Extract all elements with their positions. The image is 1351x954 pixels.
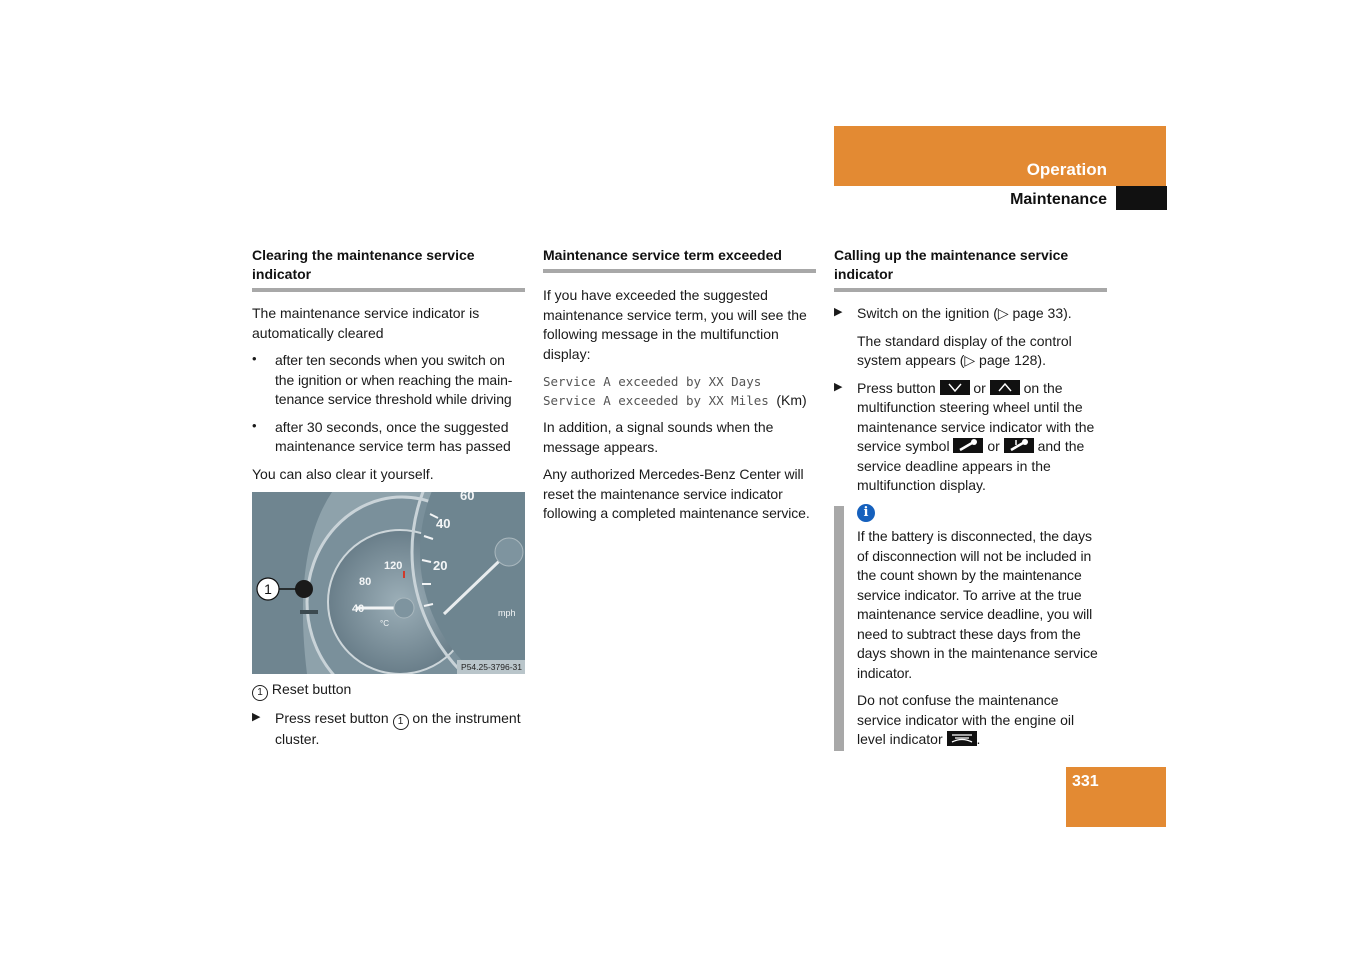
column-clearing [252, 246, 525, 750]
button-up-icon [990, 380, 1020, 395]
message-suffix: (Km) [776, 392, 807, 408]
info-box-bar [834, 506, 844, 751]
gauge-label: 120 [384, 560, 403, 572]
message-line: Service A exceeded by XX Days [543, 374, 762, 389]
title-rule [834, 288, 1107, 292]
step-note: The standard display of the control system appears (▷ page 128). [857, 332, 1072, 368]
figure-code: P54.25-3796-31 [461, 662, 522, 672]
callout-marker: 1 [252, 685, 268, 701]
step-text-part: Press reset button [275, 710, 389, 726]
column-title: Clearing the maintenance service indicator [252, 247, 475, 282]
column-title: Calling up the maintenance service indicator [834, 247, 1069, 282]
figure-caption [252, 680, 525, 701]
gauge-label: 60 [460, 492, 475, 503]
caption-text: Reset button [271, 681, 352, 697]
step-text-part: on the instrument cluster. [275, 710, 521, 747]
info-paragraph [857, 691, 1097, 750]
message-text: Service A exceeded by XX Miles [543, 393, 769, 408]
step-text-part: or [973, 379, 986, 396]
step-text-part: on the multifunction steering wheel until the maintenance service indicator with the service symbol [857, 379, 1095, 454]
info-paragraph: If the battery is disconnected, the days of disconnection will not be included in the count shown by the maintenance service indicator. To arrive at the true maintenance service deadline, you will need to subtract these days from the days shown in the maintenance service indicator. [857, 528, 1098, 681]
subsection-title: Maintenance [1010, 191, 1107, 208]
step-text-part: or [987, 438, 1000, 454]
button-down-icon [940, 380, 970, 395]
figure-callout: 1 [264, 581, 272, 597]
column-title: Maintenance service term exceeded [543, 247, 782, 263]
bullet-dot: • [252, 417, 257, 433]
bullet-item [252, 418, 525, 457]
callout-marker: 1 [393, 714, 409, 730]
clear-text: You can also clear it yourself. [252, 465, 434, 482]
step-item [252, 709, 525, 750]
step-arrow-icon: ▶ [834, 380, 843, 393]
unit-label: mph [498, 608, 516, 618]
column-calling-up [834, 246, 1107, 496]
paragraph: In addition, a signal sounds when the message appears. [543, 419, 774, 455]
page-number: 331 [1072, 773, 1099, 790]
bullet-item [252, 351, 525, 410]
instrument-cluster-image [252, 492, 525, 674]
intro-text: The maintenance service indicator is automatically cleared [252, 305, 480, 341]
section-title: Operation [1026, 160, 1107, 179]
message-line [543, 391, 816, 410]
temp-label: °C [380, 619, 389, 628]
wrench-icon [953, 438, 983, 453]
step-item [834, 304, 1107, 324]
bullet-text: after ten seconds when you switch on the ignition or when reaching the main-tenance service threshold while driving [275, 352, 513, 407]
step-text [857, 379, 1107, 496]
title-rule [543, 269, 816, 273]
gauge-label: 40 [352, 603, 365, 615]
gauge-label: 80 [359, 576, 372, 588]
subsection-marker [1116, 186, 1167, 210]
gauge-label: 40 [436, 516, 451, 531]
step-text [275, 709, 525, 750]
step-text-part: Press button [857, 379, 936, 396]
title-rule [252, 288, 525, 292]
bullet-dot: • [252, 351, 257, 366]
paragraph: If you have exceeded the suggested maintenance service term, you will see the following message in the multifunction display: [543, 287, 807, 362]
step-text-part: and the service deadline appears in the multifunction display. [857, 438, 1085, 493]
instrument-cluster-figure [252, 492, 525, 674]
step-arrow-icon: ▶ [834, 306, 843, 318]
column-term-exceeded [543, 246, 816, 524]
paragraph: Any authorized Mercedes-Benz Center will reset the maintenance service indicator following a completed maintenance service. [543, 466, 810, 521]
step-arrow-icon: ▶ [252, 711, 261, 723]
info-text-part: . [976, 731, 981, 747]
info-icon: i [857, 504, 875, 522]
wrench-alert-icon [1004, 438, 1034, 453]
bullet-text: after 30 seconds, once the suggested maintenance service term has passed [275, 418, 511, 454]
info-text-part: Do not confuse the maintenance service indicator with the engine oil level indicator [857, 692, 1075, 747]
step-item [834, 379, 1107, 496]
gauge-label: 20 [433, 558, 448, 573]
info-box [857, 504, 1107, 750]
step-text: Switch on the ignition (▷ page 33). [857, 305, 1072, 321]
oil-level-icon [947, 731, 977, 746]
